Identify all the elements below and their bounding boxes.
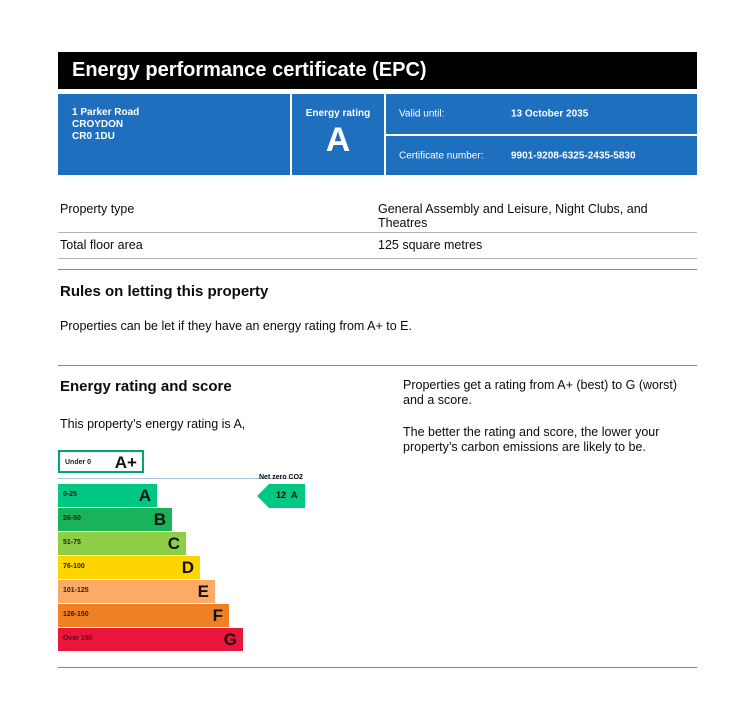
floor-area-row (58, 238, 697, 254)
divider (58, 258, 697, 259)
band-letter: F (212, 606, 223, 625)
band-letter: B (153, 510, 166, 529)
band-range: 51-75 (63, 539, 81, 546)
band-c (58, 532, 186, 555)
band-aplus (58, 450, 144, 473)
address-line-2: CROYDON (72, 119, 124, 130)
property-type-value: General Assembly and Leisure, Night Clubs, and Theatres (378, 202, 648, 230)
section-divider (58, 365, 697, 366)
property-type-label: Property type (60, 202, 135, 216)
energy-intro: This property’s energy rating is A, (60, 417, 246, 431)
certificate-number-label: Certificate number: (399, 150, 484, 161)
address-line-1: 1 Parker Road (72, 107, 140, 118)
energy-rating-value: A (325, 121, 351, 159)
current-letter: A (291, 490, 298, 500)
section-divider (58, 667, 697, 668)
band-g (58, 628, 243, 651)
band-b (58, 508, 172, 531)
energy-side-text-2: The better the rating and score, the lower your property’s carbon emissions are likely to be. (403, 425, 660, 454)
address-line-3: CR0 1DU (72, 131, 115, 142)
valid-until-label: Valid until: (399, 108, 445, 120)
band-range: Under 0 (65, 459, 92, 466)
band-range: 76-100 (63, 563, 85, 570)
band-letter: C (167, 534, 180, 553)
energy-rating-box (292, 94, 384, 175)
energy-rating-label: Energy rating (305, 108, 371, 119)
property-address (58, 94, 290, 175)
band-d (58, 556, 200, 579)
band-letter: A+ (114, 453, 137, 472)
band-letter: A (138, 486, 151, 505)
letting-text: Properties can be let if they have an energy rating from A+ to E. (60, 319, 412, 333)
valid-until-value: 13 October 2035 (511, 108, 589, 120)
band-range: 0-25 (63, 491, 78, 498)
energy-heading: Energy rating and score (60, 378, 232, 395)
current-rating-text (276, 490, 298, 500)
band-range: 26-50 (63, 515, 81, 522)
band-letter: E (197, 582, 209, 601)
band-range: 101-125 (63, 587, 89, 594)
letting-heading: Rules on letting this property (60, 283, 269, 300)
band-range: 126-150 (63, 611, 89, 618)
energy-side-text-1: Properties get a rating from A+ (best) to G (worst) and a score. (403, 378, 678, 407)
divider (58, 232, 697, 233)
certificate-number-row (386, 136, 697, 175)
floor-area-label: Total floor area (60, 238, 143, 252)
band-e (58, 580, 215, 603)
certificate-number-value: 9901-9208-6325-2435-5830 (511, 150, 636, 161)
valid-until-row (386, 94, 697, 134)
current-score: 12 (276, 490, 287, 500)
floor-area-value: 125 square metres (378, 238, 483, 252)
page-title: Energy performance certificate (EPC) (58, 52, 697, 89)
band-f (58, 604, 229, 627)
section-divider (58, 269, 697, 270)
band-range: Over 150 (63, 635, 93, 642)
band-letter: G (223, 630, 237, 649)
property-type-row (58, 202, 697, 230)
band-a (58, 484, 157, 507)
band-letter: D (181, 558, 194, 577)
net-zero-label: Net zero CO2 (259, 474, 303, 481)
